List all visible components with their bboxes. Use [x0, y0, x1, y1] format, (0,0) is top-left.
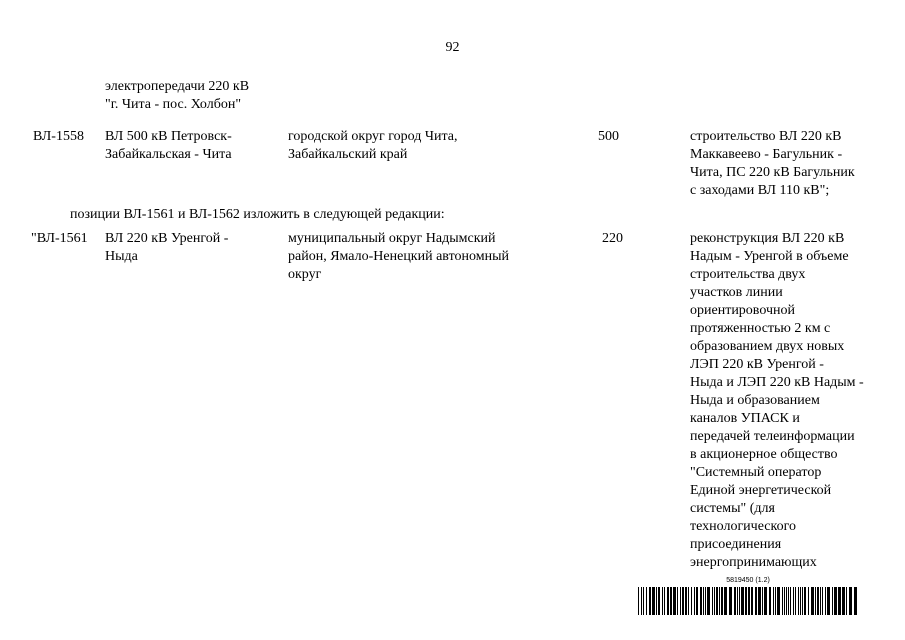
row-line-name: ВЛ 220 кВ Уренгой - Ныда [105, 231, 229, 264]
row-line-name: ВЛ 500 кВ Петровск- Забайкальская - Чита [105, 129, 232, 162]
row-code: ВЛ-1558 [33, 129, 84, 144]
row-voltage: 500 [598, 129, 619, 144]
row-location: муниципальный округ Надымский район, Ямало-Ненецкий автономный округ [288, 231, 509, 282]
row-location: городской округ город Чита, Забайкальский край [288, 129, 458, 162]
row-voltage: 220 [602, 231, 623, 246]
row-note: реконструкция ВЛ 220 кВ Надым - Уренгой в объеме строительства двух участков линии ориентировочной протяженностью 2 км с образованием двух новых ЛЭП 220 кВ Уренгой - Ныда и ЛЭП 220 кВ Надым - Ныда и образованием каналов УПАСК и передачей телеинформации в акционерное общество "Системный оператор Единой энергетической системы" (для технологического присоединения энергопринимающих [690, 231, 864, 570]
page-number: 92 [445, 40, 460, 55]
document-barcode [638, 577, 858, 617]
amendment-instruction: позиции ВЛ-1561 и ВЛ-1562 изложить в следующей редакции: [70, 207, 445, 222]
continued-line-name: электропередачи 220 кВ "г. Чита - пос. Холбон" [105, 79, 250, 112]
row-code: "ВЛ-1561 [31, 231, 88, 246]
barcode-caption: 5819450 (1.2) [726, 577, 770, 584]
row-note: строительство ВЛ 220 кВ Маккавеево - Багульник - Чита, ПС 220 кВ Багульник с заходами ВЛ 110 кВ"; [690, 129, 855, 198]
barcode-icon [638, 587, 858, 615]
